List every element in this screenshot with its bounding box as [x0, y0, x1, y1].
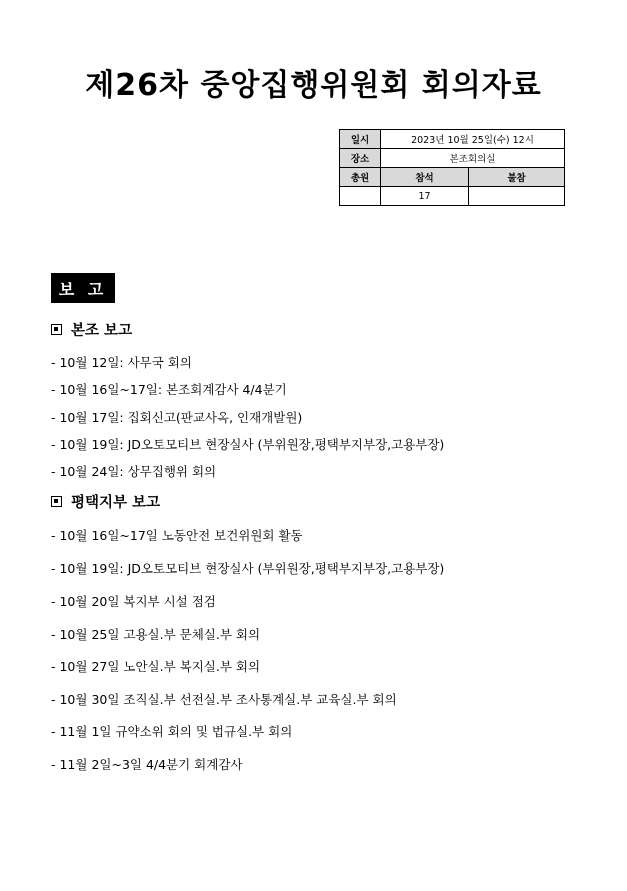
absent-value: [469, 187, 565, 206]
square-bullet-icon: [51, 324, 62, 335]
place-value: 본조회의실: [381, 149, 565, 168]
pt-item: - 10월 25일 고용실.부 문체실.부 회의: [51, 627, 261, 642]
hq-item: - 10월 24일: 상무집행위 회의: [51, 464, 217, 479]
pt-item: - 11월 1일 규약소위 회의 및 법규실.부 회의: [51, 724, 293, 739]
absent-label: 불참: [469, 168, 565, 187]
report-section-tag: 보 고: [51, 273, 115, 303]
total-row: [340, 168, 565, 187]
hq-item: - 10월 12일: 사무국 회의: [51, 355, 192, 370]
date-label: 일시: [340, 130, 381, 149]
total-label: 총원: [340, 168, 381, 187]
pt-item: - 10월 16일~17일 노동안전 보건위원회 활동: [51, 528, 303, 543]
place-row: [340, 149, 565, 168]
pt-item: - 10월 20일 복지부 시설 점검: [51, 594, 216, 609]
place-label: 장소: [340, 149, 381, 168]
count-row: [340, 187, 565, 206]
date-row: [340, 130, 565, 149]
hq-item: - 10월 17일: 집회신고(판교사옥, 인재개발원): [51, 410, 303, 425]
pyeongtaek-report-heading-text: 평택지부 보고: [71, 495, 161, 511]
hq-item: - 10월 19일: JD오토모티브 현장실사 (부위원장,평택부지부장,고용부장): [51, 437, 445, 452]
attend-label: 참석: [381, 168, 469, 187]
pt-item: - 11월 2일~3일 4/4분기 회계감사: [51, 757, 243, 772]
hq-item: - 10월 16일~17일: 본조회계감사 4/4분기: [51, 382, 287, 397]
hq-report-heading: [51, 319, 132, 340]
pt-item: - 10월 19일: JD오토모티브 현장실사 (부위원장,평택부지부장,고용부장): [51, 561, 445, 576]
meeting-info-table: [339, 129, 565, 206]
hq-report-heading-text: 본조 보고: [71, 323, 133, 339]
pt-item: - 10월 30일 조직실.부 선전실.부 조사통계실.부 교육실.부 회의: [51, 692, 397, 707]
document-title: 제26차 중앙집행위원회 회의자료: [85, 68, 542, 103]
count-blank-cell: [340, 187, 381, 206]
pt-item: - 10월 27일 노안실.부 복지실.부 회의: [51, 659, 261, 674]
square-bullet-icon: [51, 496, 62, 507]
date-value: 2023년 10월 25일(수) 12시: [381, 130, 565, 149]
pyeongtaek-report-heading: [51, 491, 160, 512]
attend-value: 17: [381, 187, 469, 206]
